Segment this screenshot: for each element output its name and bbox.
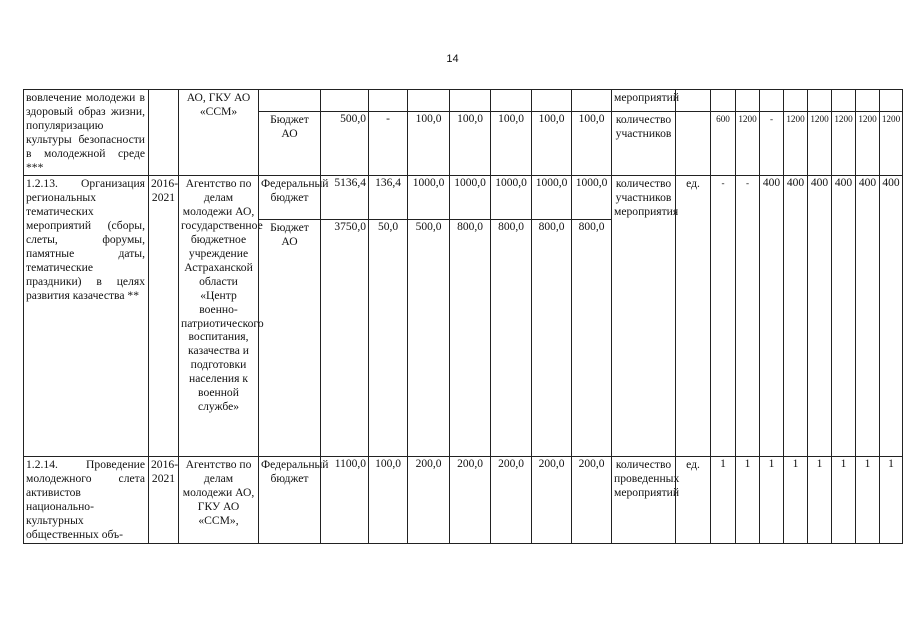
value-cell: 1000,0 — [450, 176, 491, 220]
source-cell — [259, 90, 321, 112]
source-cell: Федеральный бюджет — [259, 176, 321, 220]
period-cell: 2016-2021 — [149, 457, 179, 543]
target-cell — [736, 90, 760, 112]
target-cell: 1200 — [856, 112, 880, 176]
indicator-cell: мероприятий — [612, 90, 676, 112]
target-cell: 400 — [832, 176, 856, 457]
target-cell: 400 — [856, 176, 880, 457]
unit-cell — [676, 90, 711, 112]
executor-cell: АО, ГКУ АО «ССМ» — [179, 90, 259, 176]
program-table — [23, 89, 903, 544]
value-cell: 200,0 — [572, 457, 612, 543]
target-cell: - — [711, 176, 736, 457]
target-cell: 400 — [784, 176, 808, 457]
table-row — [24, 457, 903, 543]
value-cell: 3750,0 — [321, 220, 369, 457]
target-cell: - — [760, 112, 784, 176]
activity-name: 1.2.14. Проведение молодежного слета активистов национально-культурных общественных объ- — [24, 457, 149, 543]
value-cell: 200,0 — [408, 457, 450, 543]
value-cell: 200,0 — [491, 457, 532, 543]
value-cell: 1000,0 — [532, 176, 572, 220]
value-cell: - — [369, 112, 408, 176]
value-cell: 800,0 — [450, 220, 491, 457]
value-cell: 100,0 — [491, 112, 532, 176]
source-cell: Бюджет АО — [259, 112, 321, 176]
target-cell: 1 — [736, 457, 760, 543]
executor-cell: Агентство по делам молодежи АО, государственное бюджетное учреждение Астраханской области «Центр военно-патриотического воспитания, казачества и подготовки населения к военной службе» — [179, 176, 259, 457]
target-cell: - — [736, 176, 760, 457]
target-cell — [880, 90, 903, 112]
value-cell — [572, 90, 612, 112]
executor-cell: Агентство по делам молодежи АО, ГКУ АО «ССМ», — [179, 457, 259, 543]
target-cell: 1200 — [832, 112, 856, 176]
unit-cell — [676, 112, 711, 176]
unit-cell: ед. — [676, 176, 711, 457]
target-cell: 1200 — [736, 112, 760, 176]
activity-name: 1.2.13. Организация региональных тематических мероприятий (сборы, слеты, форумы, памятные даты, тематические праздники) в целях развития казачества ** — [24, 176, 149, 457]
value-cell: 500,0 — [321, 112, 369, 176]
value-cell: 800,0 — [572, 220, 612, 457]
target-cell: 1 — [784, 457, 808, 543]
table-row — [24, 176, 903, 220]
unit-cell: ед. — [676, 457, 711, 543]
value-cell: 100,0 — [572, 112, 612, 176]
target-cell: 400 — [880, 176, 903, 457]
period-cell: 2016-2021 — [149, 176, 179, 457]
target-cell: 1 — [856, 457, 880, 543]
target-cell: 1 — [880, 457, 903, 543]
value-cell: 1000,0 — [408, 176, 450, 220]
target-cell: 1 — [711, 457, 736, 543]
value-cell: 100,0 — [450, 112, 491, 176]
value-cell: 100,0 — [408, 112, 450, 176]
target-cell — [760, 90, 784, 112]
value-cell: 800,0 — [491, 220, 532, 457]
value-cell: 136,4 — [369, 176, 408, 220]
value-cell — [532, 90, 572, 112]
activity-name: вовлечение молодежи в здоровый образ жизни, популяризацию культуры безопасности в молодежной среде *** — [24, 90, 149, 176]
page-number: 14 — [446, 53, 459, 65]
target-cell: 1 — [832, 457, 856, 543]
value-cell — [369, 90, 408, 112]
target-cell — [711, 90, 736, 112]
target-cell: 400 — [760, 176, 784, 457]
target-cell: 600 — [711, 112, 736, 176]
target-cell: 1200 — [880, 112, 903, 176]
value-cell: 500,0 — [408, 220, 450, 457]
value-cell — [491, 90, 532, 112]
source-cell: Бюджет АО — [259, 220, 321, 457]
indicator-cell: количество участников мероприятия — [612, 176, 676, 457]
target-cell: 1200 — [808, 112, 832, 176]
target-cell: 400 — [808, 176, 832, 457]
value-cell: 50,0 — [369, 220, 408, 457]
value-cell — [321, 90, 369, 112]
value-cell: 5136,4 — [321, 176, 369, 220]
source-cell: Федеральный бюджет — [259, 457, 321, 543]
value-cell — [450, 90, 491, 112]
value-cell: 200,0 — [532, 457, 572, 543]
target-cell — [808, 90, 832, 112]
table-row — [24, 90, 903, 112]
value-cell: 100,0 — [532, 112, 572, 176]
value-cell: 1000,0 — [572, 176, 612, 220]
target-cell — [784, 90, 808, 112]
value-cell: 200,0 — [450, 457, 491, 543]
target-cell: 1 — [760, 457, 784, 543]
indicator-cell: количество участников — [612, 112, 676, 176]
indicator-cell: количество проведенных мероприятий — [612, 457, 676, 543]
target-cell: 1200 — [784, 112, 808, 176]
value-cell: 800,0 — [532, 220, 572, 457]
target-cell — [856, 90, 880, 112]
target-cell — [832, 90, 856, 112]
value-cell: 1000,0 — [491, 176, 532, 220]
value-cell — [408, 90, 450, 112]
target-cell: 1 — [808, 457, 832, 543]
period-cell — [149, 90, 179, 176]
value-cell: 1100,0 — [321, 457, 369, 543]
value-cell: 100,0 — [369, 457, 408, 543]
